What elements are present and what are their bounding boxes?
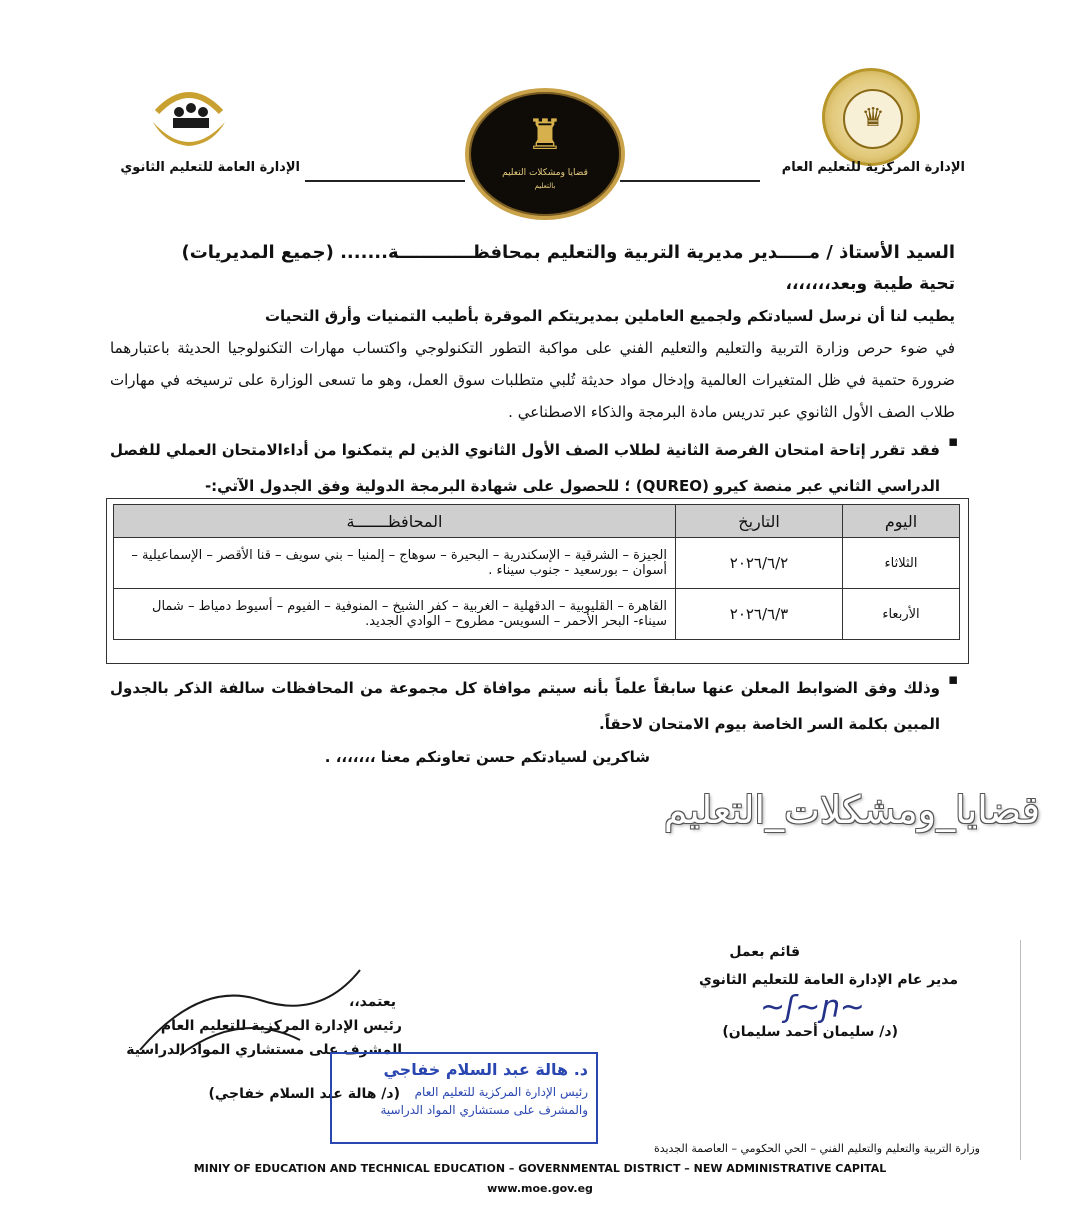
row-governorates: القاهرة – القليوبية – الدقهلية – الغربية – كفر الشيخ – المنوفية – الفيوم – أسيوط دمياط – شمال سيناء- البحر الأحمر – السويس- مطروح – الوادي الجديد.: [114, 589, 676, 640]
left-org-name: الإدارة العامة للتعليم الثانوي: [120, 160, 300, 175]
greeting: تحية طيبة وبعد،،،،،،،: [785, 274, 955, 294]
bullet-marker: ▪: [948, 432, 959, 450]
ministry-seal-logo: ♛: [822, 68, 920, 166]
right-signer-title: مدير عام الإدارة العامة للتعليم الثانوي: [699, 972, 958, 988]
margin-line: [1020, 940, 1021, 1160]
procedure-paragraph: وذلك وفق الضوابط المعلن عنها سابقاً علماً بأنه سيتم موافاة كل مجموعة من المحافظات سالفة الذكر بالجدول المبين بكلمة السر الخاصة بيوم الامتحان لاحقاً.: [110, 679, 940, 733]
secondary-education-logo: [143, 82, 235, 154]
left-signer-name: (د/ هالة عبد السلام خفاجي): [208, 1086, 400, 1102]
intro-paragraph: يطيب لنا أن نرسل لسيادتكم ولجميع العاملين بمديريتكم الموقرة بأطيب التمنيات وأرق التحيات: [264, 307, 955, 325]
context-paragraph: في ضوء حرص وزارة التربية والتعليم والتعليم الفني على مواكبة التطور التكنولوجي واكتساب مهارات التكنولوجيا الحديثة باعتبارهما ضرورة حتمية في ظل المتغيرات العالمية وإدخال مواد حديثة تُلبي متطلبات سوق العمل، وهو ما تسعى الوزارة على ترسيخه في مهارات طلاب الصف الأول الثانوي عبر تدريس مادة البرمجة والذكاء الاصطناعي .: [110, 339, 955, 421]
row-date: ٢٠٢٦/٦/٣: [676, 589, 843, 640]
right-signature-mark: ~ʃ~ɲ~: [760, 990, 865, 1025]
header-divider-left: [305, 180, 465, 182]
footer-website: www.moe.gov.eg: [487, 1182, 593, 1195]
acting-label: قائم بعمل: [729, 944, 800, 960]
channel-logo: ♜ قضايا ومشكلات التعليم بالتعليم: [465, 88, 625, 220]
header-divider-right: [620, 180, 760, 182]
closing-line: شاكرين لسيادتكم حسن تعاونكم معنا ،،،،،،، .: [324, 748, 650, 766]
decision-paragraph: فقد تقرر إتاحة امتحان الفرصة الثانية لطلاب الصف الأول الثانوي الذين لم يتمكنوا من أداءالامتحان العملي للفصل الدراسي الثاني عبر منصة كيرو (QUREO) ؛ للحصول على شهادة البرمجة الدولية وفق الجدول الآتي:-: [110, 441, 940, 495]
right-org-name: الإدارة المركزية للتعليم العام: [781, 160, 965, 175]
footer-english-address: MINIY OF EDUCATION AND TECHNICAL EDUCATION – GOVERNMENTAL DISTRICT – NEW ADMINISTRATIVE CAPITAL: [193, 1162, 887, 1175]
bullet-marker: ▪: [948, 670, 959, 688]
table-row: [114, 538, 960, 589]
table-row: [114, 589, 960, 640]
row-governorates: الجيزة – الشرقية – الإسكندرية – البحيرة – سوهاج – إلمنيا – بني سويف – قنا الأقصر – الإسماعيلية – أسوان – بورسعيد - جنوب سيناء .: [114, 538, 676, 589]
row-date: ٢٠٢٦/٦/٢: [676, 538, 843, 589]
addressee: السيد الأستاذ / مـــــدير مديرية التربية والتعليم بمحافظــــــــــــة....... (جميع المديريات): [181, 242, 955, 263]
table-header-row: [114, 505, 960, 538]
watermark-hashtag: قضايا_ومشكلات_التعليم: [663, 788, 1040, 832]
exam-schedule-table: [113, 504, 960, 640]
row-day: الأربعاء: [843, 589, 960, 640]
header-date: التاريخ: [676, 505, 843, 538]
footer-arabic-address: وزارة التربية والتعليم والتعليم الفني – الحي الحكومي – العاصمة الجديدة: [653, 1142, 980, 1155]
approval-label: يعتمد،،: [349, 994, 396, 1010]
header-day: اليوم: [843, 505, 960, 538]
left-signer-subtitle: المشرف على مستشاري المواد الدراسية: [126, 1042, 402, 1058]
right-signer-name: (د/ سليمان أحمد سليمان): [722, 1024, 898, 1040]
header-governorates: المحافظـــــــة: [114, 505, 676, 538]
row-day: الثلاثاء: [843, 538, 960, 589]
left-signer-title: رئيس الإدارة المركزية للتعليم العام: [160, 1018, 402, 1034]
official-stamp: د. هالة عبد السلام خفاجي رئيس الإدارة المركزية للتعليم العام والمشرف على مستشاري المواد الدراسية: [330, 1052, 598, 1144]
